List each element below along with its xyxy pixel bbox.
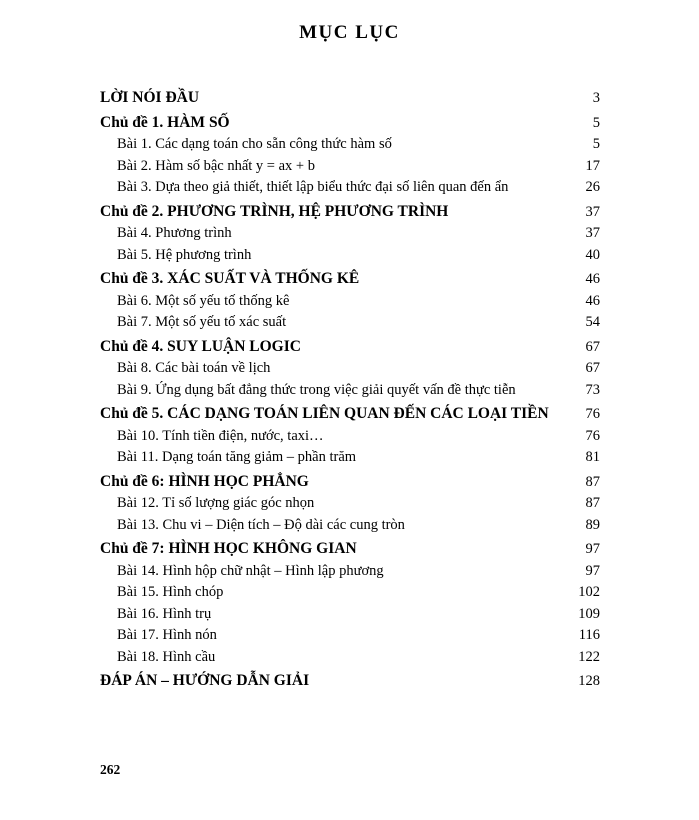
toc-section-row[interactable] (100, 466, 600, 491)
toc-entry-page: 73 (585, 381, 600, 398)
toc-entry-page: 87 (585, 473, 600, 490)
toc-entry-row[interactable] (100, 423, 600, 445)
toc-section-row[interactable] (100, 665, 600, 690)
toc-section-row[interactable] (100, 331, 600, 356)
toc-section-row[interactable] (100, 263, 600, 288)
toc-entry-page: 76 (585, 427, 600, 444)
toc-entry-label: Chủ đề 6: HÌNH HỌC PHẲNG (100, 472, 309, 490)
toc-entry-label: Bài 1. Các dạng toán cho sẵn công thức hàm số (117, 136, 392, 152)
table-of-contents (100, 82, 600, 690)
document-page (0, 22, 699, 820)
toc-entry-page: 97 (585, 562, 600, 579)
toc-entry-page: 40 (585, 246, 600, 263)
toc-entry-row[interactable] (100, 601, 600, 623)
toc-entry-page: 67 (585, 338, 600, 355)
toc-entry-label: Bài 8. Các bài toán về lịch (117, 360, 271, 376)
toc-entry-label: Chủ đề 2. PHƯƠNG TRÌNH, HỆ PHƯƠNG TRÌNH (100, 202, 449, 220)
toc-entry-row[interactable] (100, 174, 600, 196)
toc-section-row[interactable] (100, 82, 600, 107)
toc-entry-row[interactable] (100, 131, 600, 153)
toc-entry-label: Bài 9. Ứng dụng bất đẳng thức trong việc giải quyết vấn đề thực tiễn (117, 381, 516, 398)
toc-entry-page: 17 (585, 157, 600, 174)
toc-section-row[interactable] (100, 533, 600, 558)
toc-entry-label: Chủ đề 4. SUY LUẬN LOGIC (100, 337, 301, 355)
toc-entry-page: 128 (578, 673, 600, 689)
toc-entry-label: Bài 10. Tính tiền điện, nước, taxi… (117, 427, 324, 444)
toc-entry-label: Bài 5. Hệ phương trình (117, 246, 252, 263)
toc-entry-row[interactable] (100, 644, 600, 666)
toc-entry-label: Chủ đề 1. HÀM SỐ (100, 113, 230, 131)
toc-entry-page: 3 (592, 90, 600, 106)
toc-entry-row[interactable] (100, 622, 600, 644)
toc-entry-page: 102 (578, 584, 600, 600)
toc-entry-row[interactable] (100, 444, 600, 466)
toc-entry-page: 87 (585, 495, 600, 511)
toc-entry-label: Chủ đề 5. CÁC DẠNG TOÁN LIÊN QUAN ĐẾN CÁC LOẠI TIỀN (100, 405, 549, 422)
toc-entry-row[interactable] (100, 355, 600, 377)
toc-entry-row[interactable] (100, 242, 600, 264)
toc-entry-label: Chủ đề 7: HÌNH HỌC KHÔNG GIAN (100, 540, 357, 557)
toc-entry-label: Bài 12. Tỉ số lượng giác góc nhọn (117, 495, 315, 511)
toc-entry-label: Bài 15. Hình chóp (117, 584, 224, 600)
page-title: MỤC LỤC (299, 22, 400, 43)
toc-entry-row[interactable] (100, 512, 600, 534)
toc-entry-page: 97 (585, 541, 600, 557)
toc-entry-label: Bài 16. Hình trụ (117, 605, 212, 622)
toc-entry-label: LỜI NÓI ĐẦU (100, 89, 200, 106)
toc-entry-page: 122 (578, 648, 600, 665)
toc-entry-label: Bài 13. Chu vi – Diện tích – Độ dài các cung tròn (117, 516, 405, 533)
toc-entry-label: Bài 3. Dựa theo giả thiết, thiết lập biểu thức đại số liên quan đến ẩn (117, 179, 509, 195)
toc-entry-page: 116 (578, 627, 600, 643)
toc-entry-label: Bài 14. Hình hộp chữ nhật – Hình lập phương (117, 562, 384, 579)
toc-entry-row[interactable] (100, 490, 600, 512)
toc-entry-label: Bài 2. Hàm số bậc nhất y = ax + b (117, 157, 315, 174)
toc-entry-label: Bài 17. Hình nón (117, 627, 217, 643)
toc-entry-row[interactable] (100, 558, 600, 580)
toc-entry-row[interactable] (100, 579, 600, 601)
toc-entry-label: Bài 18. Hình cầu (117, 648, 216, 665)
toc-entry-row[interactable] (100, 309, 600, 331)
toc-entry-page: 37 (585, 225, 600, 241)
toc-entry-page: 67 (585, 360, 600, 376)
toc-entry-page: 26 (585, 179, 600, 195)
toc-entry-label: ĐÁP ÁN – HƯỚNG DẪN GIẢI (100, 672, 310, 689)
toc-entry-row[interactable] (100, 377, 600, 399)
toc-entry-page: 46 (585, 271, 600, 287)
toc-entry-row[interactable] (100, 288, 600, 310)
toc-entry-label: Chủ đề 3. XÁC SUẤT VÀ THỐNG KÊ (100, 270, 360, 287)
toc-entry-label: Bài 4. Phương trình (117, 225, 232, 241)
page-number-folio: 262 (100, 762, 121, 777)
toc-entry-page: 46 (585, 292, 600, 309)
toc-section-row[interactable] (100, 107, 600, 132)
toc-entry-row[interactable] (100, 220, 600, 242)
toc-entry-page: 81 (585, 449, 600, 465)
toc-entry-label: Bài 11. Dạng toán tăng giảm – phần trăm (117, 449, 357, 465)
toc-entry-page: 5 (592, 114, 600, 131)
toc-entry-page: 5 (592, 136, 600, 152)
toc-section-row[interactable] (100, 398, 600, 423)
toc-entry-page: 89 (585, 516, 600, 533)
toc-entry-page: 37 (585, 203, 600, 220)
toc-entry-page: 109 (578, 605, 600, 622)
toc-section-row[interactable] (100, 196, 600, 221)
toc-entry-label: Bài 6. Một số yếu tố thống kê (117, 292, 290, 309)
toc-entry-page: 76 (585, 406, 600, 422)
toc-entry-label: Bài 7. Một số yếu tố xác suất (117, 314, 287, 330)
toc-entry-row[interactable] (100, 153, 600, 175)
toc-entry-page: 54 (585, 314, 600, 330)
